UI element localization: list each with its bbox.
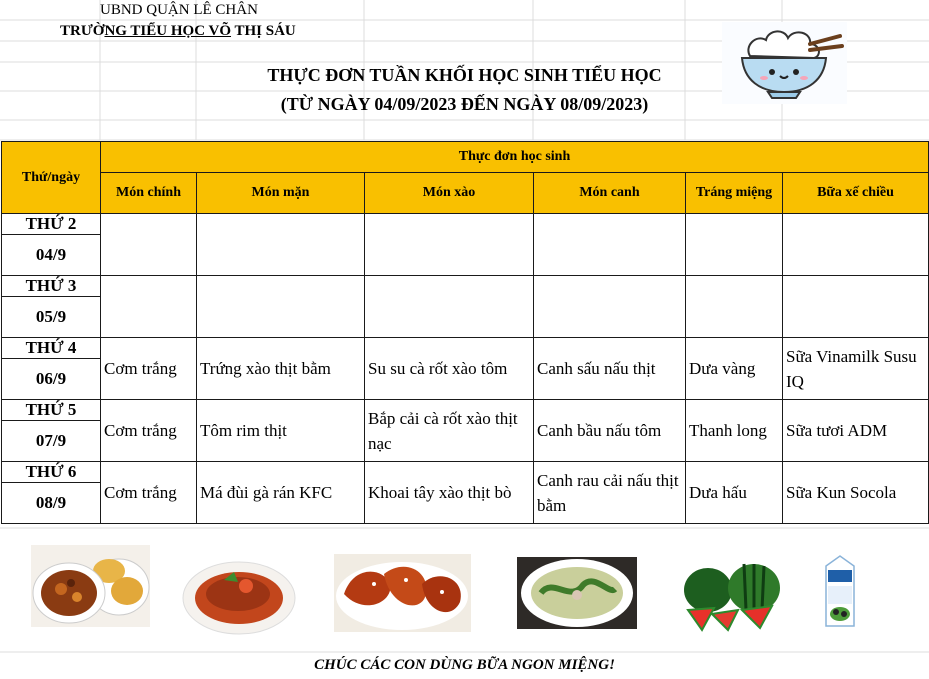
menu-cell [686,276,783,338]
school-name-start: TRƯỜ [60,23,105,39]
menu-cell: Su su cà rốt xào tôm [365,338,534,400]
day-date: 04/9 [2,235,101,276]
menu-cell: Cơm trắng [101,400,197,462]
menu-cell: Cơm trắng [101,462,197,524]
student-menu-header: Thực đơn học sinh [101,142,929,173]
menu-cell: Bắp cải cà rốt xào thịt nạc [365,400,534,462]
stew-bread-photo [31,545,150,627]
menu-cell [686,214,783,276]
school-name-underlined: NG TIỂU HỌC VÕ [104,23,232,39]
day-name: THỨ 2 [2,214,101,235]
menu-cell: Dưa vàng [686,338,783,400]
food-photo-strip [0,540,929,640]
menu-cell: Canh sấu nấu thịt [534,338,686,400]
menu-date-range: (TỪ NGÀY 04/09/2023 ĐẾN NGÀY 08/09/2023) [280,94,649,114]
menu-cell [783,214,929,276]
day-name: THỨ 5 [2,400,101,421]
menu-cell: Canh bầu nấu tôm [534,400,686,462]
day-date: 05/9 [2,297,101,338]
glazed-chicken-photo [334,554,471,632]
column-header-stir-fry: Món xào [365,173,534,214]
milk-carton-photo [820,552,860,628]
menu-cell: Khoai tây xào thịt bò [365,462,534,524]
table-row [2,276,929,297]
menu-cell [365,276,534,338]
column-header-soup: Món canh [534,173,686,214]
column-header-afternoon-snack: Bữa xế chiều [783,173,929,214]
braised-fish-photo [180,552,298,637]
menu-table [1,141,929,524]
menu-cell [783,276,929,338]
menu-cell [365,214,534,276]
day-name: THỨ 4 [2,338,101,359]
day-date: 07/9 [2,421,101,462]
column-header-savory-dish: Món mặn [197,173,365,214]
table-row [2,338,929,359]
day-date: 08/9 [2,483,101,524]
org-name: UBND QUẬN LÊ CHÂN [100,2,258,18]
footer-message: CHÚC CÁC CON DÙNG BỮA NGON MIỆNG! [314,657,615,673]
menu-cell: Sữa tươi ADM [783,400,929,462]
menu-cell: Canh rau cải nấu thịt bằm [534,462,686,524]
table-row [2,462,929,483]
column-header-dessert: Tráng miệng [686,173,783,214]
school-name-end: THỊ SÁU [231,23,296,39]
table-row [2,214,929,235]
menu-cell [101,276,197,338]
day-date: 06/9 [2,359,101,400]
day-name: THỨ 3 [2,276,101,297]
school-name [60,23,296,40]
menu-cell [534,276,686,338]
menu-cell [534,214,686,276]
vegetable-soup-photo [517,557,637,629]
menu-cell: Sữa Vinamilk Susu IQ [783,338,929,400]
column-header-main-dish: Món chính [101,173,197,214]
day-column-header: Thứ/ngày [2,142,101,214]
watermelon-photo [682,560,782,632]
menu-cell: Cơm trắng [101,338,197,400]
table-row [2,400,929,421]
day-name: THỨ 6 [2,462,101,483]
menu-cell: Má đùi gà rán KFC [197,462,365,524]
menu-title: THỰC ĐƠN TUẦN KHỐI HỌC SINH TIỂU HỌC [267,65,662,85]
menu-cell: Dưa hấu [686,462,783,524]
menu-cell [197,214,365,276]
menu-cell [197,276,365,338]
menu-cell: Sữa Kun Socola [783,462,929,524]
menu-cell: Thanh long [686,400,783,462]
menu-cell: Tôm rim thịt [197,400,365,462]
menu-cell [101,214,197,276]
menu-cell: Trứng xào thịt bằm [197,338,365,400]
rice-bowl-icon [722,22,847,104]
